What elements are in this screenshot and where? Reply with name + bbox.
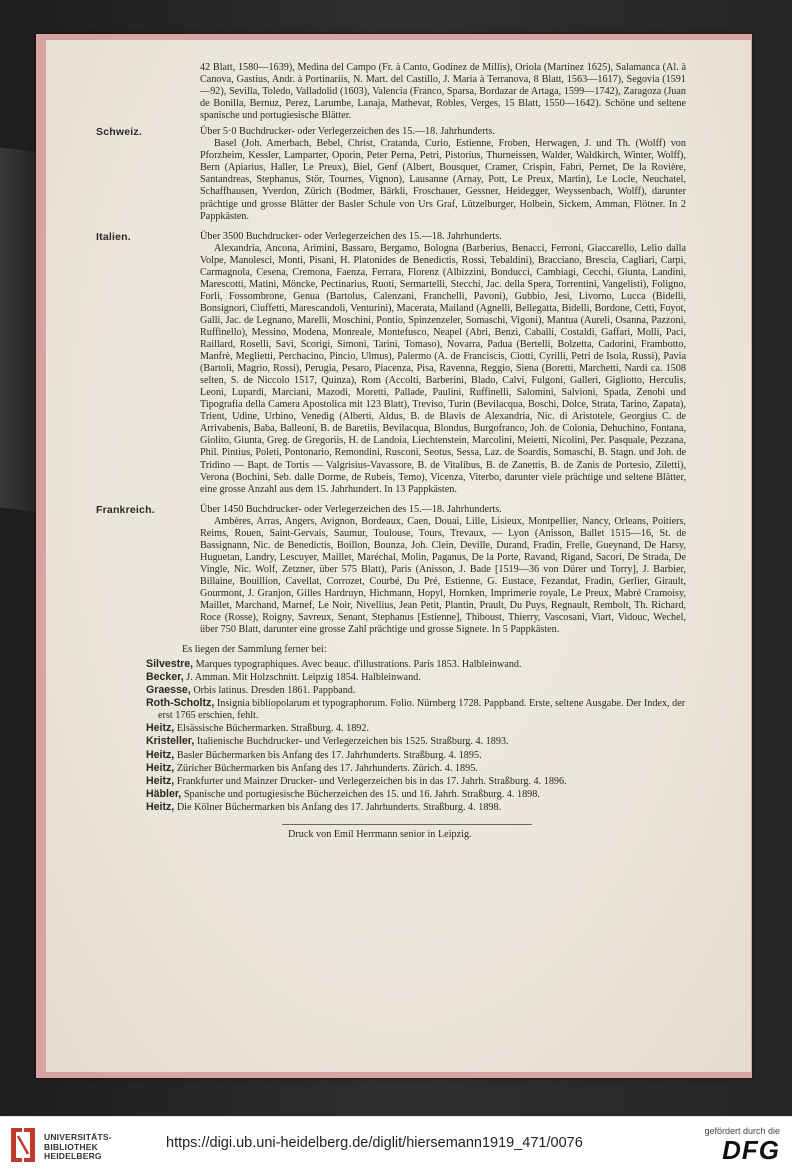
printer-imprint: Druck von Emil Herrmann senior in Leipzig. bbox=[288, 828, 472, 840]
scan-shadow bbox=[0, 147, 40, 513]
bibliography-entry bbox=[146, 788, 686, 801]
bib-author: Heitz, bbox=[146, 761, 175, 774]
section-label: Italien. bbox=[96, 230, 131, 243]
bib-author: Becker, bbox=[146, 671, 184, 684]
bib-author: Kristeller, bbox=[146, 735, 195, 748]
bibliography-entry bbox=[146, 735, 686, 748]
section-body: Basel (Joh. Amerbach, Bebel, Christ, Cratanda, Curio, Estienne, Froben, Herwagen, J. und Th. (Wolff) von Pforzheim, Kessler, Lamparter, Oporin, Peter Perna, Petri, Pistorius, Thurneissen, Walder, Waldkirch, Winter, Wolff), Bern (Apiarius, Haller, Le Preux), Biel, Genf (Albert, Bousquet, Cramer, Crispin, Fabri, Pernet, De la Rovière, Santandreas, Stephanus, Stör, Tournes, Vignon), Lausanne (Arnay, Pott, Le Preux, Martin), Le Locle, Neuchatel, Schaffhausen, Yverdon, Zürich (Bodmer, Bärkli, Froschauer, Gessner, Heidegger, Weyssenbach, Wolff), darunter prächtige und grosse Blätter der Basler Schule von Urs Graf, Lützelburger, Holbein, Sickem, Amman, Flötner. In 2 Pappkästen. bbox=[200, 138, 686, 222]
university-name-line: BIBLIOTHEK bbox=[44, 1141, 98, 1152]
bib-author: Heitz, bbox=[146, 722, 175, 735]
bib-author: Graesse, bbox=[146, 684, 191, 697]
university-name bbox=[44, 1133, 112, 1162]
permalink-url[interactable]: https://digi.ub.uni-heidelberg.de/diglit/hiersemann1919_471/0076 bbox=[166, 1135, 583, 1151]
bibliography-entry bbox=[146, 749, 686, 762]
bibliography-intro: Es liegen der Sammlung ferner bei: bbox=[182, 644, 327, 656]
intro-paragraph-block bbox=[200, 62, 686, 122]
bib-text: Züricher Büchermarken bis Anfang des 17. Jahrhunderts. Zürich. 4. 1895. bbox=[174, 762, 478, 774]
section-heading: Über 5·0 Buchdrucker- oder Verlegerzeichen des 15.—18. Jahrhunderts. bbox=[200, 126, 495, 138]
bibliography-entry bbox=[146, 775, 686, 788]
section-body: Ambères, Arras, Angers, Avignon, Bordeaux, Caen, Douai, Lille, Lisieux, Montpellier, Nancy, Orleans, Poitiers, Reims, Rouen, Saint-Gervais, Saumur, Toulouse, Tours, Trevaux, — Lyon (Anisson, Ballet 1515—16, St. de Bassignann, Nic. de Benedictis, Boillon, Bounza, Joh. Clein, Deville, Durand, Fradin, Frelle, Gueynand, De Harsy, Huguetan, Landry, Lescuyer, Maillet, Maréchal, Molin, Paganus, De la Porte, Ravand, Rigand, Sacori, De Strada, De Vingle, Nic. Wolf, Zetzner, über 575 Blatt), Paris (Anisson, J. Bade [1519—36 von Dürer und Torry], J. Barbier, Billaine, Bouillion, Cavellat, Corrozet, Courbé, Du Pré, Estienne, G. Eustace, Fezandat, Fradin, Gerlier, Girault, Gourmont, J. Granjon, Gilles Hardruyn, Hichmann, Hopyl, Hornken, Imprimerie royale, Le Preux, Mabré Cramoisy, Maillet, Marchand, Marnef, Le Noir, Nivellius, Jean Petit, Plantin, Prault, Du Puys, Regnault, Rembolt, Th. Richard, Roce (Rosse), Roigny, Savreux, Senant, Stephanus [Estienne], Thiboust, Thierry, Vascosani, Viart, Vidouc, Wechel, über 750 Blatt, darunter eine grosse Zahl prächtige und grosse Signete. In 5 Pappkästen. bbox=[200, 515, 686, 636]
sponsor-label: gefördert durch die bbox=[704, 1126, 780, 1136]
bib-text: Orbis latinus. Dresden 1861. Pappband. bbox=[190, 685, 356, 697]
page-content bbox=[96, 62, 686, 841]
bib-author: Heitz, bbox=[146, 774, 175, 787]
bib-author: Roth-Scholtz, bbox=[146, 697, 215, 710]
bib-author: Häbler, bbox=[146, 787, 182, 800]
divider-rule bbox=[282, 824, 532, 825]
university-logo-icon[interactable] bbox=[8, 1124, 38, 1166]
bib-text: Marques typographiques. Avec beauc. d'illustrations. Paris 1853. Halbleinwand. bbox=[193, 659, 522, 671]
section-heading: Über 3500 Buchdrucker- oder Verlegerzeichen des 15.—18. Jahrhunderts. bbox=[200, 230, 502, 242]
section-italien bbox=[96, 231, 686, 496]
bib-text: Spanische und portugiesische Bücherzeichen des 15. und 16. Jahrh. Straßburg. 4. 1898. bbox=[181, 788, 540, 800]
section-schweiz bbox=[96, 126, 686, 222]
bib-author: Heitz, bbox=[146, 748, 175, 761]
bibliography-entry bbox=[146, 762, 686, 775]
university-name-line: UNIVERSITÄTS- bbox=[44, 1132, 112, 1142]
bibliography-entry bbox=[146, 671, 686, 684]
bibliography bbox=[146, 644, 686, 814]
intro-paragraph: 42 Blatt, 1580—1639), Medina del Campo (Fr. à Canto, Godinez de Millis), Oriola (Martinez 1625), Salamanca (Al. à Canova, Gastius, Andr. à Portinariis, N. Mart. del Castillo, J. Maria à Terranova, 8 Blatt, 1563—1617), Segovia (1591—92), Sevilla, Toledo, Valladolid (1603), Valencia (Franco, Sparsa, Bordazar de Artaga, 1599—1742), Zaragoza (Juan de Bonilla, Bernuz, Perez, Larumbe, Lanaja, Mathevat, Robles, Verges, 15 Blatt, 1550—1642). Schöne und seltene spanische und portugiesische Blätter. bbox=[200, 62, 686, 122]
bibliography-entry bbox=[146, 801, 686, 814]
sponsor-block bbox=[704, 1126, 780, 1163]
section-label: Schweiz. bbox=[96, 126, 142, 139]
section-heading: Über 1450 Buchdrucker- oder Verlegerzeichen des 15.—18. Jahrhunderts. bbox=[200, 503, 502, 515]
bib-text: J. Amman. Mit Holzschnitt. Leipzig 1854. Halbleinwand. bbox=[183, 672, 421, 684]
bib-author: Heitz, bbox=[146, 800, 175, 813]
bib-text: Frankfurter und Mainzer Drucker- und Verlegerzeichen bis in das 17. Jahrh. Straßburg. 4. 1896. bbox=[174, 775, 567, 787]
bibliography-entry bbox=[146, 722, 686, 735]
bibliography-entry bbox=[146, 684, 686, 697]
bib-author: Silvestre, bbox=[146, 658, 194, 671]
section-label: Frankreich. bbox=[96, 503, 155, 516]
university-name-line: HEIDELBERG bbox=[44, 1151, 102, 1161]
bib-text: Insignia bibliopolarum et typographorum. Folio. Nürnberg 1728. Pappband. Erste, seltene Ausgabe. Der Index, der erst 1765 erschien, fehlt. bbox=[158, 698, 686, 722]
dfg-logo[interactable]: DFG bbox=[722, 1135, 780, 1165]
viewer-footer bbox=[0, 1116, 792, 1173]
bibliography-entry bbox=[146, 697, 686, 722]
bib-text: Die Kölner Büchermarken bis Anfang des 17. Jahrhunderts. Straßburg. 4. 1898. bbox=[174, 801, 502, 813]
section-body: Alexandria, Ancona, Arimini, Bassaro, Bergamo, Bologna (Barberius, Benacci, Ferroni, Giaccarello, Lelio dalla Volpe, Manolesci, Monti, Pisani, H. Platonides de Benedictis, Rossi, Tebaldini), Bracciano, Brescia, Cagliari, Carpi, Carmagnola, Cesena, Cremona, Faenza, Ferrara, Florenz (Albizzini, Bonducci, Cambiagi, Cecchi, Giunta, Landini, Marescotti, Matini, Möncke, Pectinarius, Ruoti, Sermartelli, Stecchi, Jac. della Spera, Torrentini, Vangelisti), Foligno, Forli, Fossombrone, Genua (Bartolus, Calenzani, Franchelli, Pavoni), Gubbio, Jesi, Livorno, Lucca (Bidelli, Bonsignori, Ciuffetti, Marescandoli, Venturini), Macerata, Mailand (Agnelli, Bellegatta, Bidelli, Bordone, Cetti, Foyot, Galli, Jac. de Legnano, Marelli, Moschini, Pontio, Spinzenzeler, Somaschi, Vigoni), Mantua (Aureli, Osanna, Pazzoni, Ruffinello), Messino, Modena, Monreale, Montefusco, Neapel (Abri, Benzi, Caballi, Costaldi, Gaffari, Molli, Paci, Raillard, Roselli, Savi, Scorigi, Simoni, Tarini, Tomaso), Novarra, Padua (Bertelli, Bolzetta, Cadorini, Frambotto, Manfrè, Meglietti, Perchacino, Pincio, Ulmus), Palermo (A. de Franciscis, Ciotti, Cyrilli, Petri de Isola, Russi), Pavia (Bartoli, Magrio, Rossi), Perugia, Pesaro, Piacenza, Pisa, Ravenna, Reggio, Siena (Boretti, Marchetti, Nardi ca. 1508 selten, S. de Niccolo 1517, Quinza), Rom (Accolti, Barberini, Blado, Calvi, Fulgoni, Galleri, Gigliotto, Herculis, Leoni, Lupardi, Marciani, Mazodi, Moretti, Pallade, Paulini, Ruffinelli, Salomini, Salvioni, Spada, Zenobi und Tipografia della Camera Apostolica mit 123 Blatt), Treviso, Turin (Bevilacqua, Boschi, Dolce, Strata, Tarino, Zapata), Trient, Udine, Urbino, Venedig (Alberti, Aldus, B. de Blavis de Alexandria, Nic. di Aristotele, Georgius C. de Arrivabenis, Baba, Balleoni, B. de Baretiis, Bevilacqua, Blondus, Burgofranco, Joh. de Colonia, Dehuchino, Fontana, Giolito, Giunta, Greg. de Gregoriis, H. de Landoia, Liechtenstein, Marcolini, Meietti, Nicolini, Per. Pasquale, Pezzana, Phil. Pintius, Poleti, Pontonario, Remondini, Rusconi, Seotus, Sessa, Laz. de Soardis, Somaschi, B. Stagn. und Joh. de Tridino — Bapt. de Tortis — Valgrisius-Vavassore, B. de Vitalibus, B. de Zanettis, B. de Zanis de Portesio, Ziletti), Verona (Bochini, Seb. dalle Dorme, de Rubeis, Temo), Vicenza, Viterbo, darunter viele prächtige und seltene Blätter, eine grosse Anzahl aus dem 15. Jahrhundert. In 13 Pappkästen. bbox=[200, 242, 686, 495]
section-frankreich bbox=[96, 504, 686, 637]
bib-text: Basler Büchermarken bis Anfang des 17. Jahrhunderts. Straßburg. 4. 1895. bbox=[174, 749, 482, 761]
bib-text: Elsässische Büchermarken. Straßburg. 4. 1892. bbox=[174, 723, 370, 735]
bibliography-entry bbox=[146, 658, 686, 671]
bib-text: Italienische Buchdrucker- und Verlegerzeichen bis 1525. Straßburg. 4. 1893. bbox=[194, 736, 509, 748]
